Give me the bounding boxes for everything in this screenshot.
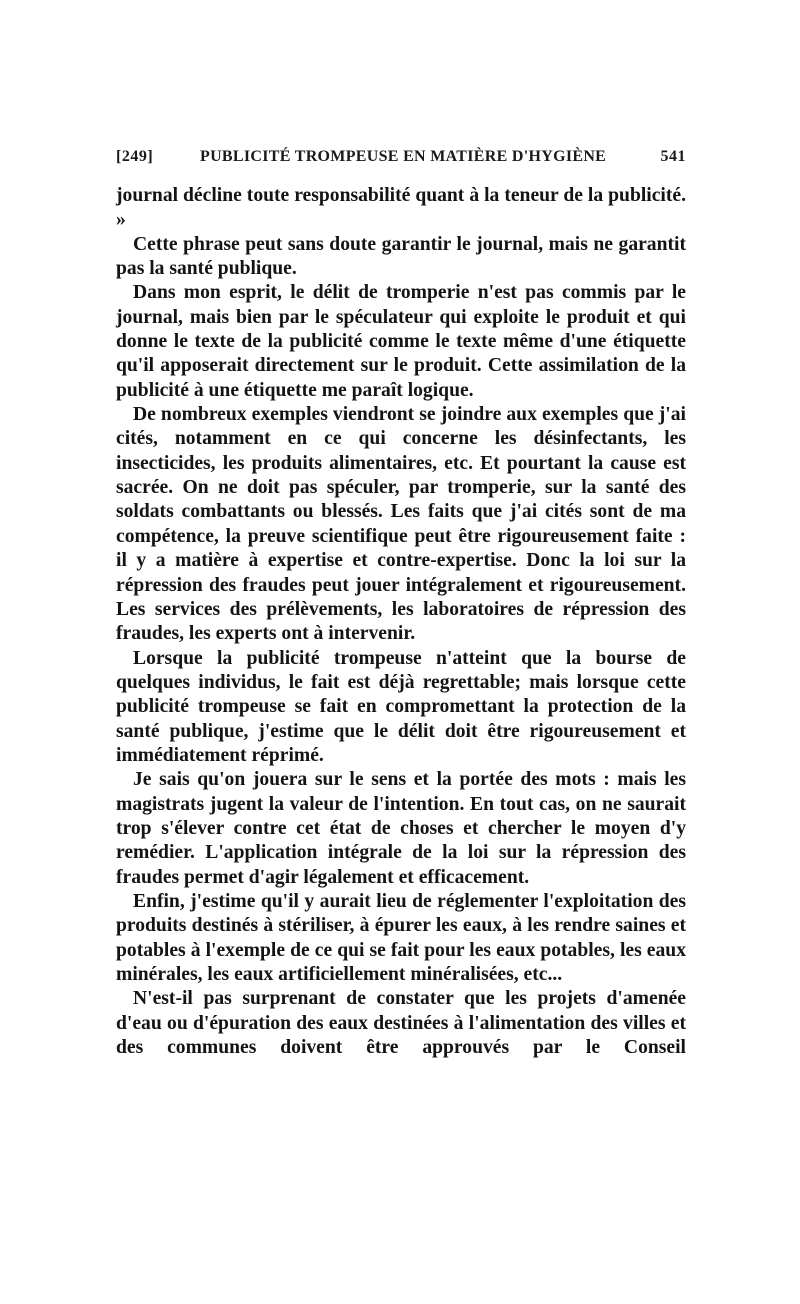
paragraph-1: journal décline toute responsabilité quant à la teneur de la publicité. » (116, 185, 686, 231)
paragraph-2: Cette phrase peut sans doute garantir le journal, mais ne garantit pas la santé publique. (116, 233, 686, 280)
paragraph-6: Je sais qu'on jouera sur le sens et la portée des mots : mais les magistrats jugent la valeur de l'intention. En tout cas, on ne saurait trop s'élever contre cet état de choses et chercher le moyen d'y remédier. L'application intégrale de la loi sur la répression des fraudes permet d'agir légalement et efficacement. (116, 769, 686, 888)
paragraph-8: N'est-il pas surprenant de constater que les projets d'amenée d'eau ou d'épuration des eaux destinées à l'alimentation des villes et des communes doivent être approuvés par le Conseil (116, 988, 686, 1059)
body-text (116, 184, 686, 1060)
paragraph-5: Lorsque la publicité trompeuse n'atteint que la bourse de quelques individus, le fait est déjà regrettable; mais lorsque cette publicité trompeuse se fait en compromettant la protection de la santé publique, j'estime que le délit doit être rigoureusement et immédiatement réprimé. (116, 647, 686, 766)
paragraph-4: De nombreux exemples viendront se joindre aux exemples que j'ai cités, notamment en ce qui concerne les désinfectants, les insecticides, les produits alimentaires, etc. Et pourtant la cause est sacrée. On ne doit pas spéculer, par tromperie, sur la santé des soldats combattants ou blessés. Les faits que j'ai cités sont de ma compétence, la preuve scientifique peut être rigoureusement faite : il y a matière à expertise et contre-expertise. Donc la loi sur la répression des fraudes peut jouer intégralement et rigoureusement. Les services des prélèvements, les laboratoires de répression des fraudes, les experts ont à intervenir. (116, 404, 686, 645)
running-title: PUBLICITÉ TROMPEUSE EN MATIÈRE D'HYGIÈNE (200, 148, 607, 165)
section-reference: [249] (116, 148, 154, 165)
page-number: 541 (660, 148, 686, 165)
running-header (116, 148, 686, 172)
paragraph-3: Dans mon esprit, le délit de tromperie n'est pas commis par le journal, mais bien par le spéculateur qui exploite le produit et qui donne le texte de la publicité comme le texte même d'une étiquette qu'il apposerait directement sur le produit. Cette assimilation de la publicité à une étiquette me paraît logique. (116, 282, 686, 401)
paragraph-7: Enfin, j'estime qu'il y aurait lieu de réglementer l'exploitation des produits destinés à stériliser, à épurer les eaux, à les rendre saines et potables à l'exemple de ce qui se fait pour les eaux potables, les eaux minérales, les eaux artificiellement minéralisées, etc... (116, 890, 686, 985)
